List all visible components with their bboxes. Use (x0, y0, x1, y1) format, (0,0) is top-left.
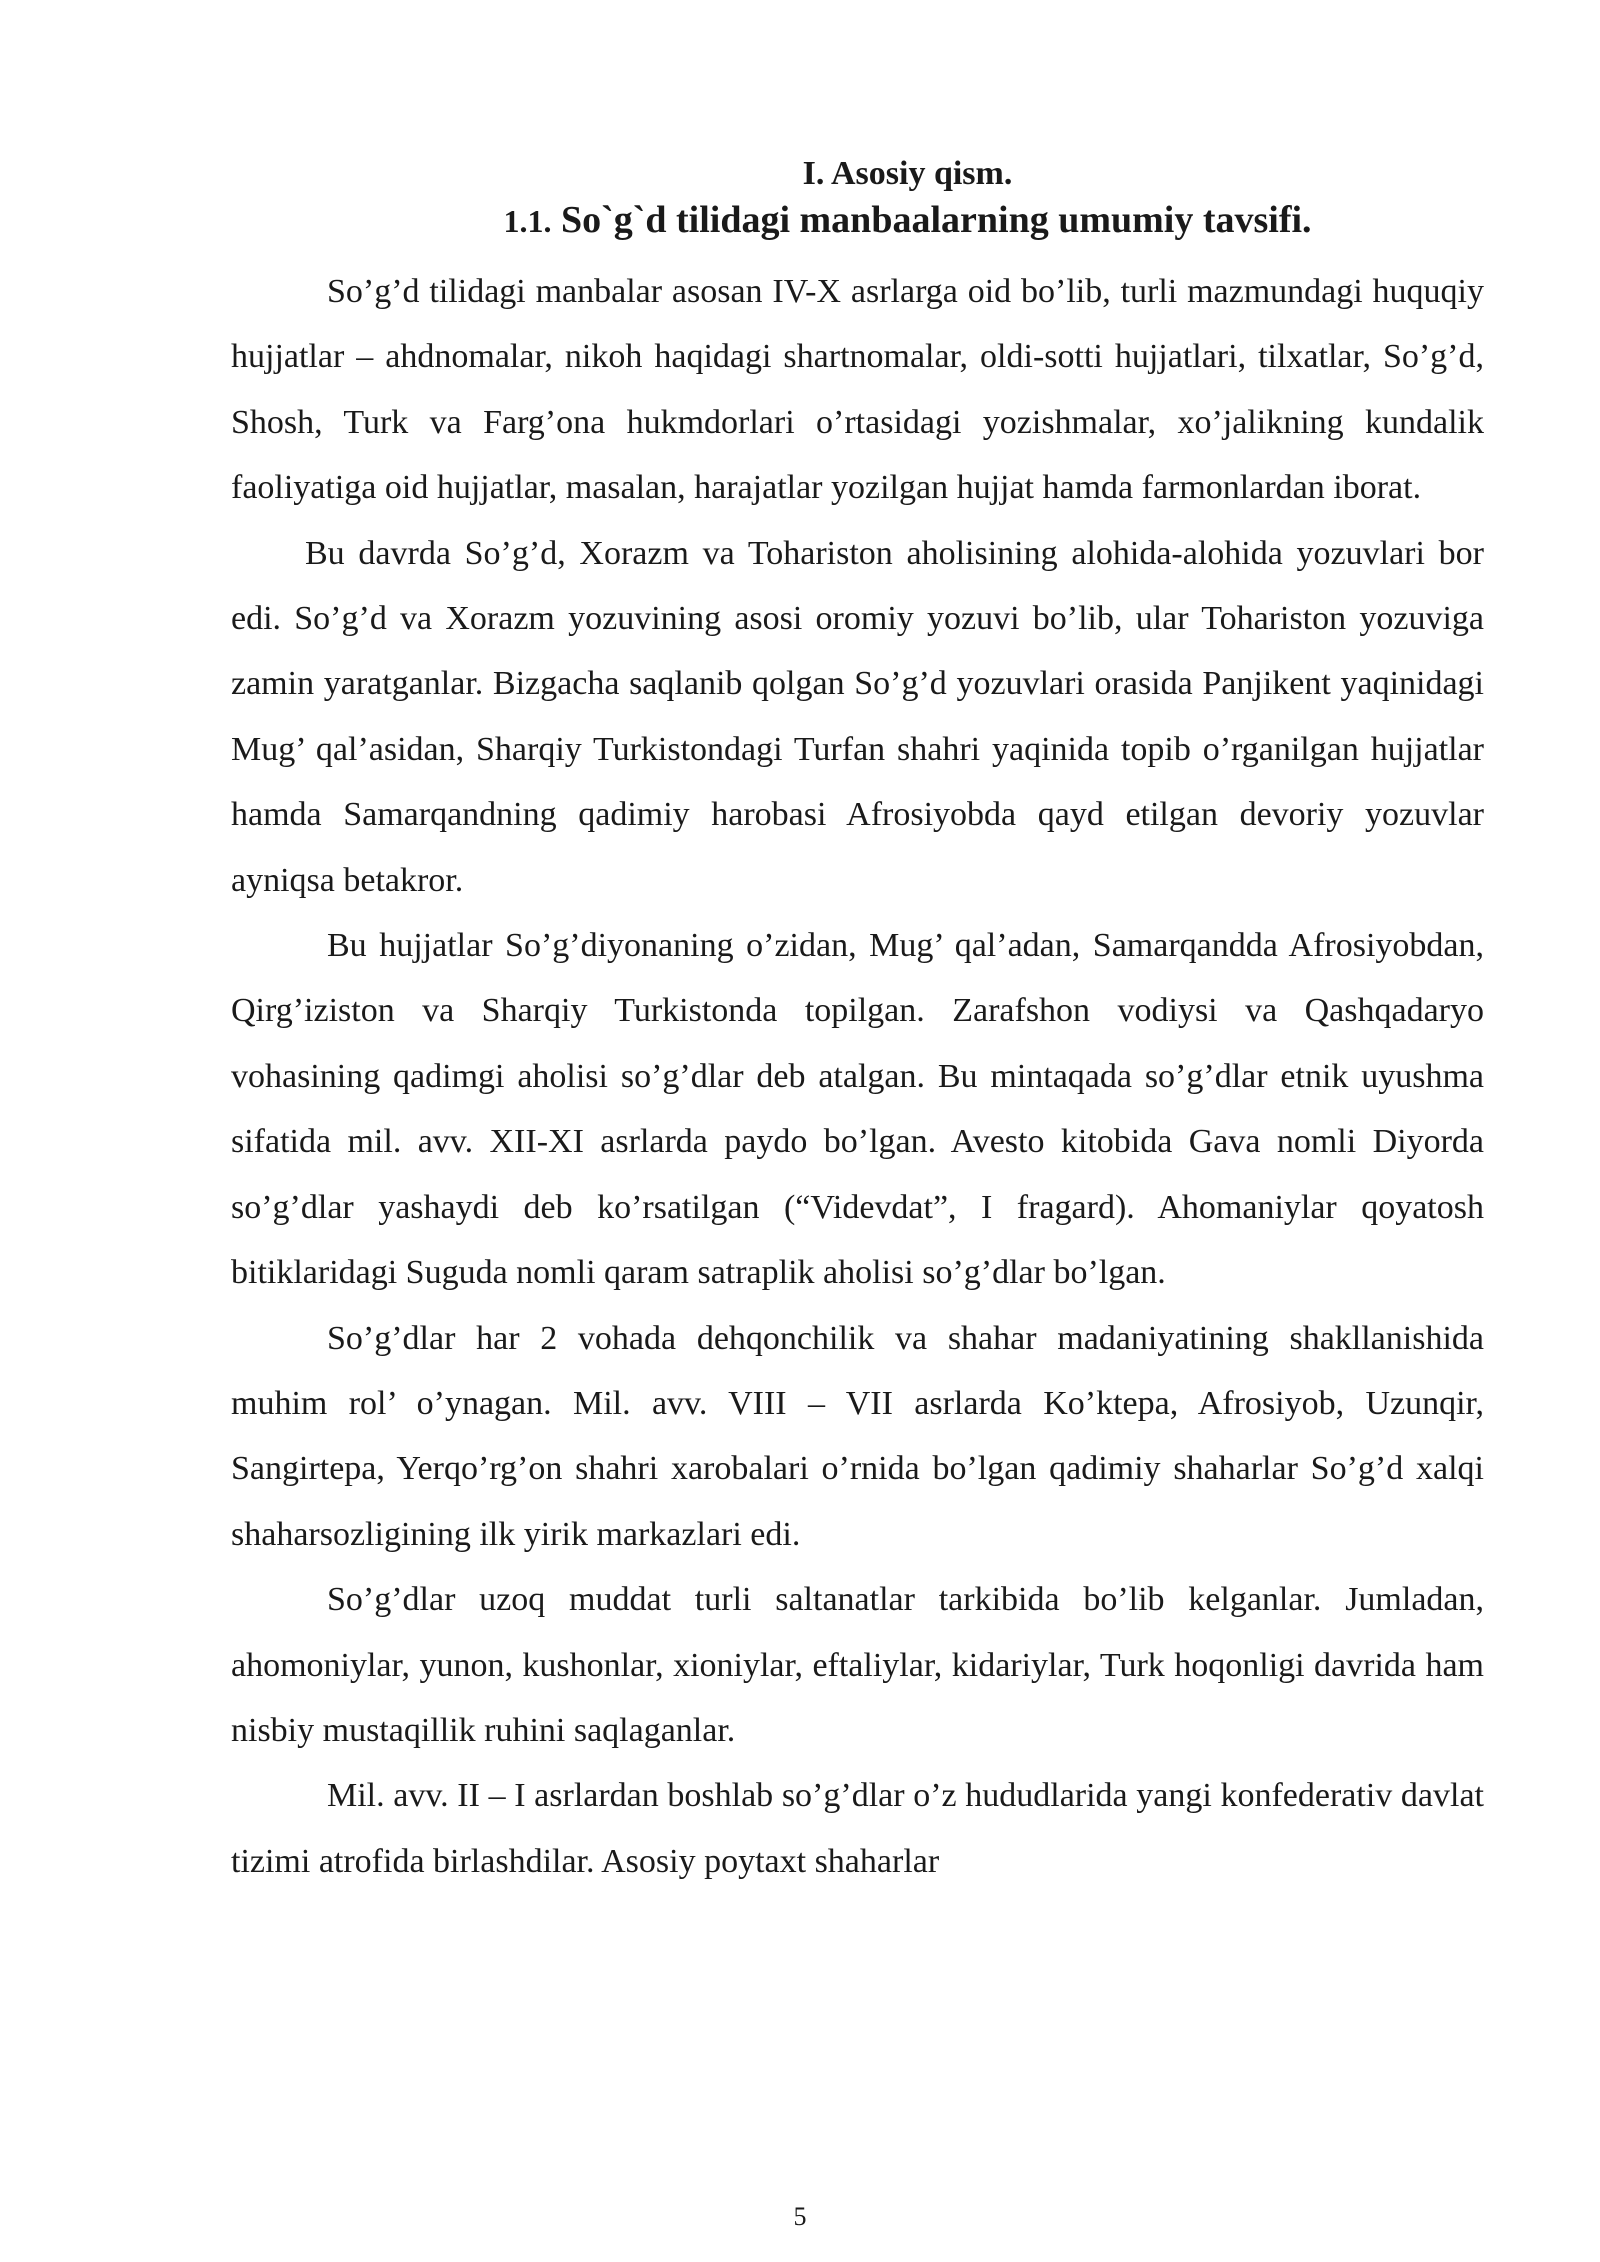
paragraph-1: So’g’d tilidagi manbalar asosan IV-X asrlarga oid bo’lib, turli mazmundagi huquqiy hujjatlar – ahdnomalar, nikoh haqidagi shartnomalar, oldi-sotti hujjatlari, tilxatlar, So’g’d, Shosh, Turk va Farg’ona hukmdorlari o’rtasidagi yozishmalar, xo’jalikning kundalik faoliyatiga oid hujjatlar, masalan, harajatlar yozilgan hujjat hamda farmonlardan iborat. (231, 273, 1484, 507)
paragraph-2: Bu davrda So’g’d, Xorazm va Tohariston aholisining alohida-alohida yozuvlari bor edi. So’g’d va Xorazm yozuvining asosi oromiy yozuvi bo’lib, ular Tohariston yozuviga zamin yaratganlar. Bizgacha saqlanib qolgan So’g’d yozuvlari orasida Panjikent yaqinidagi Mug’ qal’asidan, Sharqiy Turkistondagi Turfan shahri yaqinida topib o’rganilgan hujjatlar hamda Samarqandning qadimiy harobasi Afrosiyobda qayd etilgan devoriy yozuvlar ayniqsa betakror. (231, 534, 1484, 899)
page-content (231, 152, 1484, 1894)
section-title: So`g`d tilidagi manbaalarning umumiy tavsifi. (560, 199, 1312, 241)
page-number: 5 (793, 2202, 807, 2231)
part-heading: I. Asosiy qism. (802, 155, 1013, 192)
section-number: 1.1. (503, 203, 552, 239)
section-heading (231, 196, 1484, 245)
paragraph-5: So’g’dlar uzoq muddat turli saltanatlar tarkibida bo’lib kelganlar. Jumladan, ahomoniylar, yunon, kushonlar, xioniylar, eftaliylar, kidariylar, Turk hoqonligi davrida ham nisbiy mustaqillik ruhini saqlaganlar. (231, 1581, 1484, 1749)
paragraph-3: Bu hujjatlar So’g’diyonaning o’zidan, Mug’ qal’adan, Samarqandda Afrosiyobdan, Qirg’iziston va Sharqiy Turkistonda topilgan. Zarafshon vodiysi va Qashqadaryo vohasining qadimgi aholisi so’g’dlar deb atalgan. Bu mintaqada so’g’dlar etnik uyushma sifatida mil. avv. XII-XI asrlarda paydo bo’lgan. Avesto kitobida Gava nomli Diyorda so’g’dlar yashaydi deb ko’rsatilgan (“Videvdat”, I fragard). Ahomaniylar qoyatosh bitiklaridagi Suguda nomli qaram satraplik aholisi so’g’dlar bo’lgan. (231, 927, 1484, 1292)
paragraph-4: So’g’dlar har 2 vohada dehqonchilik va shahar madaniyatining shakllanishida muhim rol’ o’ynagan. Mil. avv. VIII – VII asrlarda Ko’ktepa, Afrosiyob, Uzunqir, Sangirtepa, Yerqo’rg’on shahri xarobalari o’rnida bo’lgan qadimiy shaharlar So’g’d xalqi shaharsozligining ilk yirik markazlari edi. (231, 1319, 1484, 1553)
paragraph-6: Mil. avv. II – I asrlardan boshlab so’g’dlar o’z hududlarida yangi konfederativ davlat tizimi atrofida birlashdilar. Asosiy poytaxt shaharlar (231, 1777, 1484, 1880)
